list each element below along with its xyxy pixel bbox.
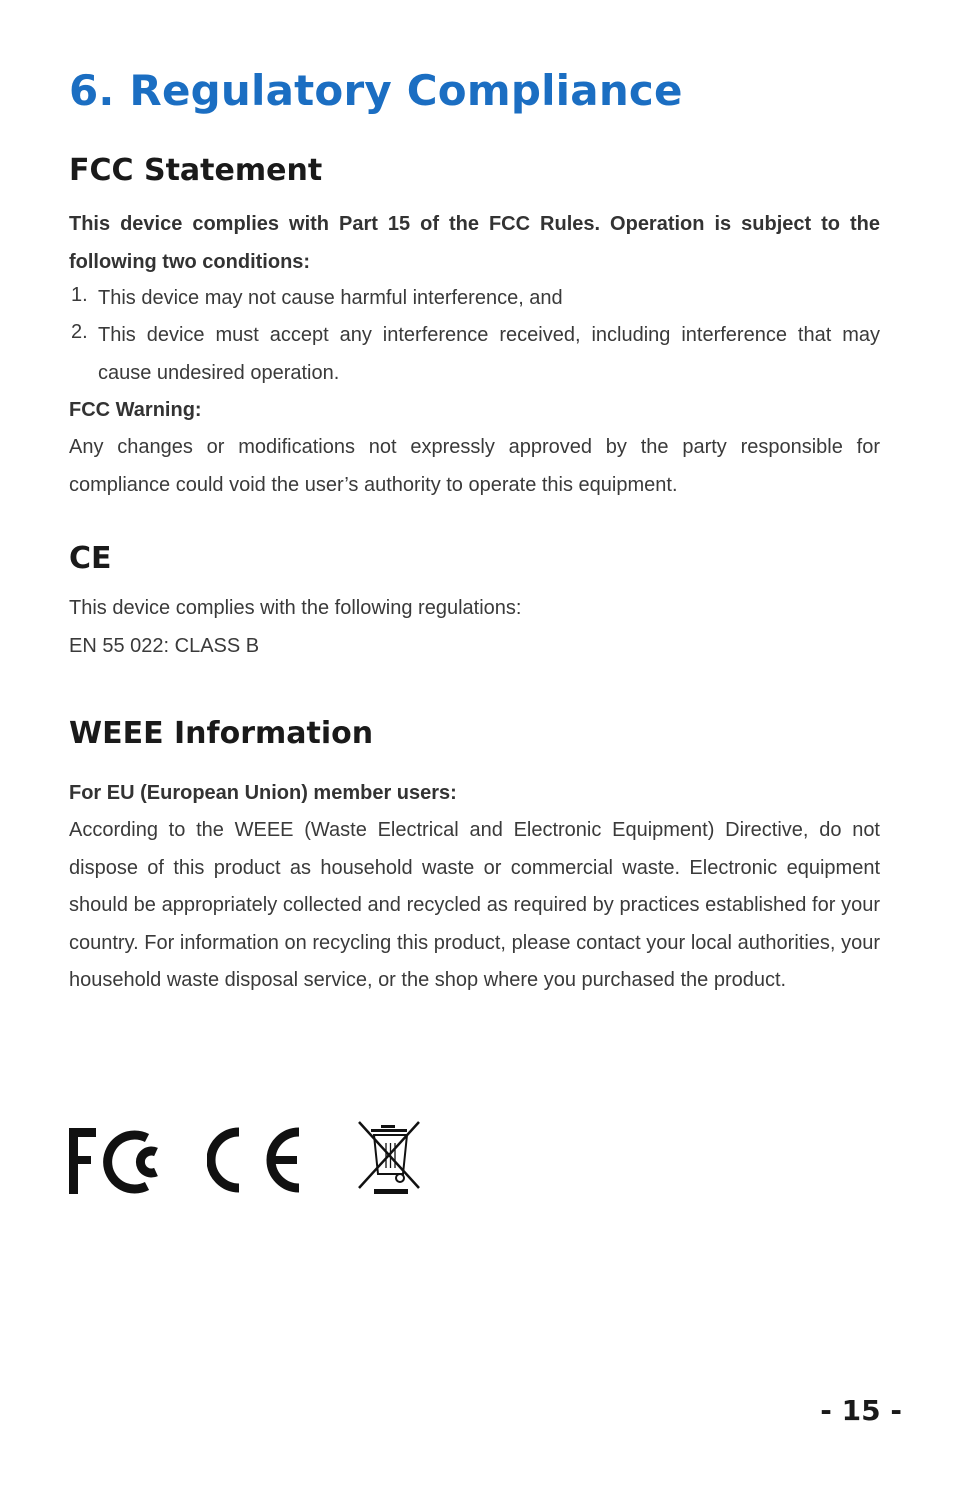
ce-heading: CE bbox=[69, 541, 112, 576]
ce-standard: EN 55 022: CLASS B bbox=[69, 635, 260, 657]
fcc-warning-text: Any changes or modifications not expressly approved by the party responsible for compliance could void the user’s authority to operate this equipment. bbox=[69, 436, 880, 496]
weee-heading: WEEE Information bbox=[69, 716, 374, 751]
ce-regulations-intro: This device complies with the following regulations: bbox=[69, 597, 522, 619]
fcc-condition-1 bbox=[69, 280, 880, 318]
condition-text: This device may not cause harmful interference, and bbox=[98, 287, 563, 309]
condition-text: This device must accept any interference received, including interference that may cause undesired operation. bbox=[98, 324, 880, 384]
condition-number: 2. bbox=[71, 321, 88, 343]
fcc-logo bbox=[69, 1120, 163, 1196]
fcc-condition-2 bbox=[69, 317, 880, 392]
fcc-statement-heading: FCC Statement bbox=[69, 153, 323, 188]
weee-eu-label: For EU (European Union) member users: bbox=[69, 782, 457, 804]
ce-mark-logo bbox=[207, 1120, 303, 1196]
weee-text: According to the WEEE (Waste Electrical and Electronic Equipment) Directive, do not dispose of this product as household waste or commercial waste. Electronic equipment should be appropriately collected and recycled as required by practices established for your country. For information on recycling this product, please contact your local authorities, your household waste disposal service, or the shop where you purchased the product. bbox=[69, 819, 880, 991]
page-number: - 15 - bbox=[820, 1394, 902, 1427]
fcc-intro: This device complies with Part 15 of the FCC Rules. Operation is subject to the following two conditions: bbox=[69, 213, 880, 273]
fcc-warning-label: FCC Warning: bbox=[69, 399, 202, 421]
crossed-out-wheelie-bin-icon bbox=[357, 1120, 423, 1196]
page-title: 6. Regulatory Compliance bbox=[69, 66, 683, 115]
condition-number: 1. bbox=[71, 284, 88, 306]
